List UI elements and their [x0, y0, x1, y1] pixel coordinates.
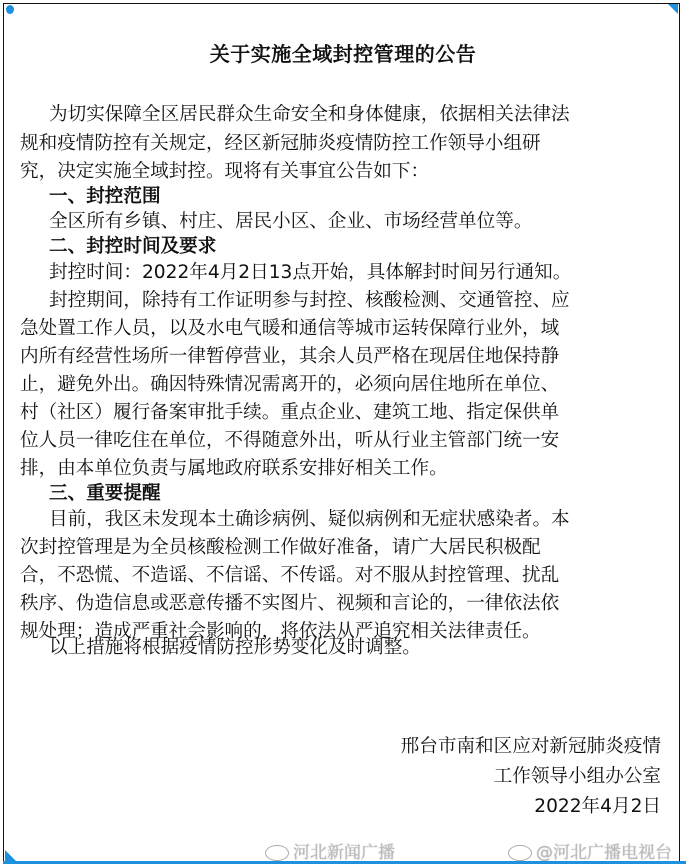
section3-line-5: 规处理；造成严重社会影响的，将依法从严追究相关法律责任。: [20, 621, 541, 642]
corner-dot-decoration: [6, 5, 14, 14]
section2-line-6: 位人员一律吃住在单位，不得随意外出，听从行业主管部门统一安: [20, 430, 560, 451]
section3-heading: 三、重要提醒: [49, 483, 161, 504]
section2-line-4: 止，避免外出。确因特殊情况需离开的，必须向居住地所在单位、: [20, 374, 560, 395]
document-title: 关于实施全域封控管理的公告: [209, 42, 477, 66]
section1-line-1: 全区所有乡镇、村庄、居民小区、企业、市场经营单位等。: [49, 211, 533, 232]
section2-time-line: 封控时间：2022年4月2日13点开始，具体解封时间另行通知。: [49, 262, 572, 283]
section3-line-2: 次封控管理是为全员核酸检测工作做好准备，请广大居民积极配: [20, 537, 541, 558]
corner-triangle-bottom-left: [5, 850, 16, 861]
section3-line-4: 秩序、伪造信息或恶意传播不实图片、视频和言论的，一律依法依: [20, 593, 560, 614]
section2-heading: 二、封控时间及要求: [49, 236, 217, 257]
weibo-logo-icon: [508, 845, 532, 861]
signature-date: 2022年4月2日: [534, 796, 661, 817]
intro-line-1: 为切实保障全区居民群众生命安全和身体健康，依据相关法律法: [49, 104, 570, 125]
closing-line: 以上措施将根据疫情防控形势变化及时调整。: [49, 637, 421, 658]
section2-line-1: 封控期间，除持有工作证明参与封控、核酸检测、交通管控、应: [49, 290, 570, 311]
section2-line-2: 急处置工作人员，以及水电气暖和通信等城市运转保障行业外，域: [20, 318, 560, 339]
signature-org-line-1: 邢台市南和区应对新冠肺炎疫情: [400, 736, 661, 757]
section2-line-3: 内所有经营性场所一律暂停营业，其余人员严格在现居住地保持静: [20, 346, 560, 367]
weibo-logo-icon: [265, 845, 289, 861]
watermark-right: [508, 838, 672, 863]
intro-line-2: 规和疫情防控有关规定，经区新冠肺炎疫情防控工作领导小组研: [20, 133, 541, 154]
section2-line-5: 村（社区）履行备案审批手续。重点企业、建筑工地、指定保供单: [20, 402, 560, 423]
section1-heading: 一、封控范围: [49, 186, 161, 207]
intro-line-3: 究，决定实施全域封控。现将有关事宜公告如下：: [20, 161, 430, 182]
corner-triangle-top-right: [668, 4, 678, 14]
section3-line-1: 目前，我区未发现本土确诊病例、疑似病例和无症状感染者。本: [49, 509, 570, 530]
watermark-right-text: @河北广播电视台: [536, 843, 672, 863]
section2-line-7: 排，由本单位负责与属地政府联系安排好相关工作。: [20, 458, 448, 479]
signature-org-line-2: 工作领导小组办公室: [493, 766, 661, 787]
section3-line-3: 合，不恐慌、不造谣、不信谣、不传谣。对不服从封控管理、扰乱: [20, 565, 560, 586]
watermark-left-text: 河北新闻广播: [293, 843, 395, 863]
watermark-left: [265, 838, 395, 863]
